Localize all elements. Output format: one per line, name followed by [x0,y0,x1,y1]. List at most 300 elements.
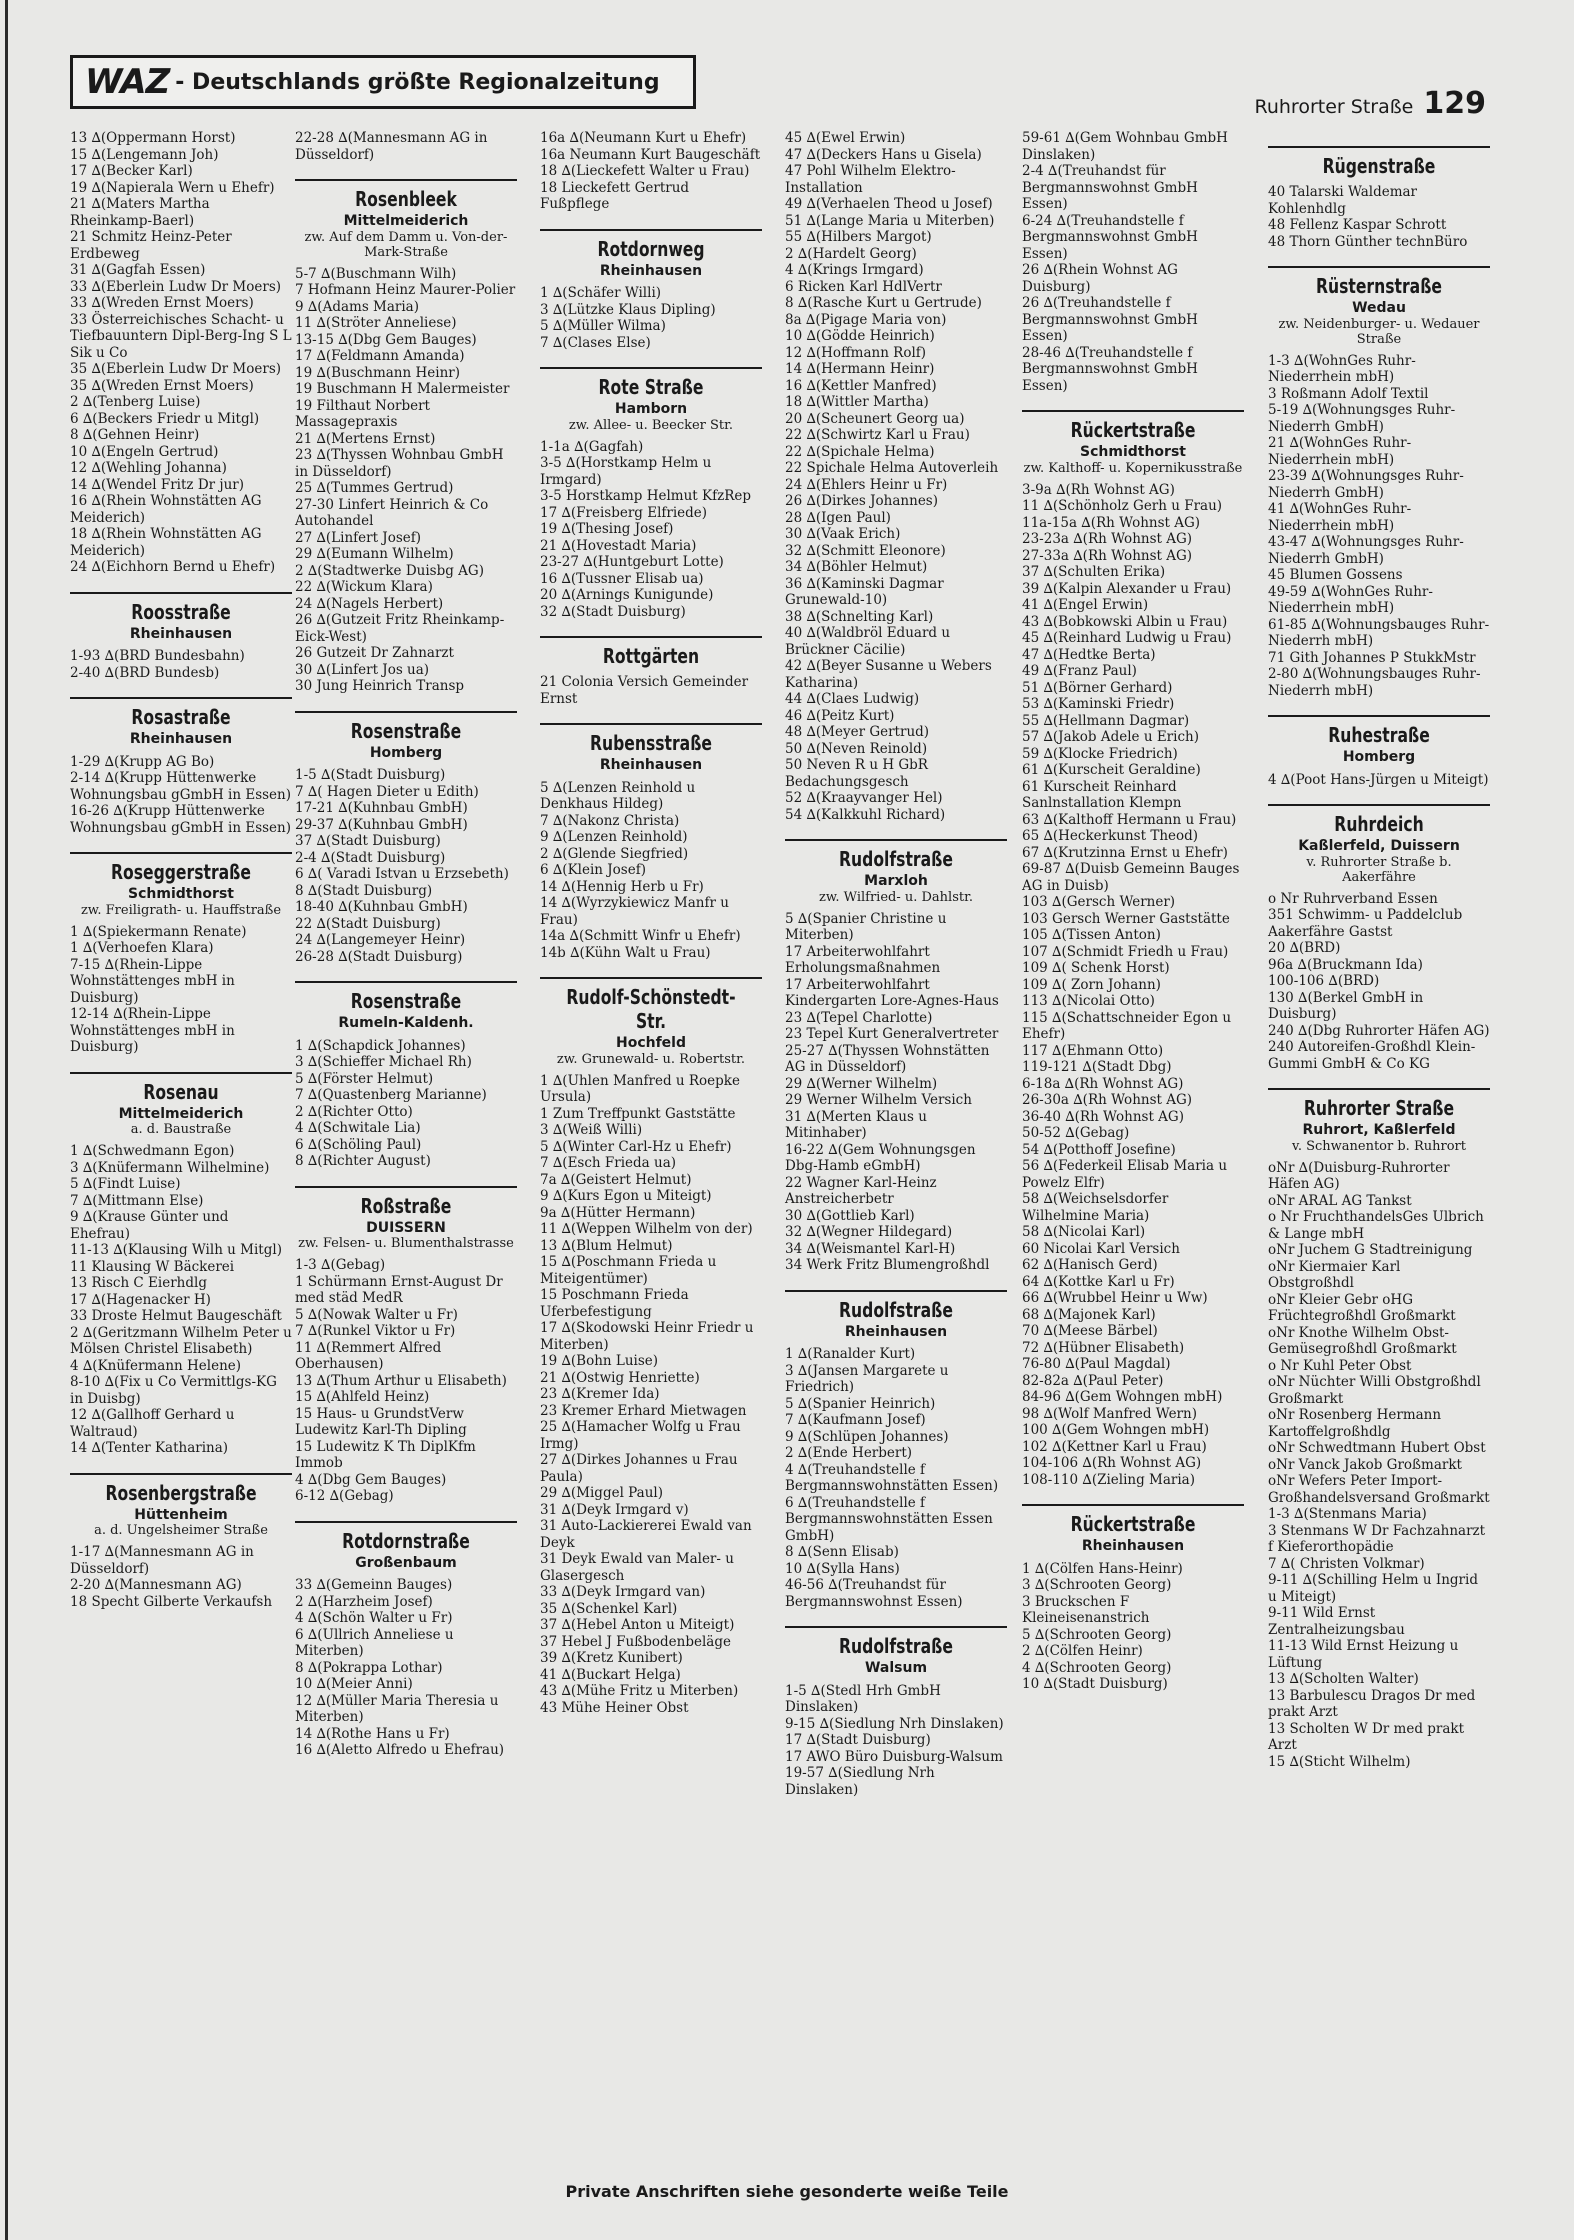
street-heading [540,636,762,668]
directory-entry: 26 ∆(Gutzeit Fritz Rheinkamp-Eick-West) [295,612,505,645]
street-name: Rudolfstraße [839,1297,953,1322]
directory-entry: 43 ∆(Bobkowski Albin u Frau) [1022,613,1228,630]
directory-entry: 16 ∆(Aletto Alfredo u Ehefrau) [295,1742,505,1758]
directory-entry: 8 ∆(Stadt Duisburg) [295,882,433,899]
column-4 [785,130,1007,1798]
directory-entry: 37 ∆(Stadt Duisburg) [295,833,441,849]
footer-note: Private Anschriften siehe gesonderte weiße Teile [565,2182,1009,2201]
directory-entry: 2 ∆(Richter Otto) [295,1103,413,1120]
directory-entry: 3 ∆(Jansen Margarete u Friedrich) [785,1362,953,1395]
section-rule [70,1072,292,1074]
directory-entry: 10 ∆(Stadt Duisburg) [1022,1676,1168,1692]
street-name: Rosastraße [131,705,231,729]
section-rule [785,1290,1007,1292]
section-rule [70,1473,292,1475]
directory-entry: 25 ∆(Tummes Gertrud) [295,480,454,496]
street-name: Rotdornstraße [342,1528,470,1553]
directory-entry: 82-82a ∆(Paul Peter) [1022,1372,1164,1389]
section-rule [540,636,762,638]
street-name: Roosstraße [131,599,231,624]
directory-entry: 18 Lieckefett Gertrud Fußpflege [540,179,694,212]
street-heading [785,1626,1007,1677]
street-heading [295,1186,517,1252]
directory-entry: 113 ∆(Nicolai Otto) [1022,993,1155,1009]
directory-entry: 4 ∆(Schön Walter u Fr) [295,1610,453,1626]
street-heading [540,229,762,280]
directory-entry: 30 Jung Heinrich Transp [295,678,465,694]
section-rule [295,981,517,983]
directory-entry: 11 ∆(Remmert Alfred Oberhausen) [295,1339,446,1372]
street-heading [1268,146,1490,178]
directory-entry: 119-121 ∆(Stadt Dbg) [1022,1059,1172,1075]
street-heading [70,1473,292,1539]
directory-entry: 14 ∆(Rothe Hans u Fr) [295,1725,450,1742]
directory-entry: 1-5 ∆(Stadt Duisburg) [295,767,446,783]
directory-entry: 1 ∆(Schapdick Johannes) [295,1037,466,1054]
directory-entry: 65 ∆(Heckerkunst Theod) [1022,828,1199,844]
directory-entry: 6 ∆(Schöling Paul) [295,1136,422,1153]
directory-entry: 15 ∆(Lengemann Joh) [70,146,219,163]
directory-entry: 22 ∆(Stadt Duisburg) [295,915,441,932]
street-heading [295,1521,517,1572]
directory-entry: 18 Specht Gilberte Verkaufsh [70,1593,273,1610]
directory-entry: 43 Mühe Heiner Obst [540,1699,689,1716]
directory-entry: 33 ∆(Wreden Ernst Moers) [70,295,254,311]
directory-entry: 5 ∆(Müller Wilma) [540,318,666,334]
directory-entry: 69-87 ∆(Duisb Gemeinn Bauges AG in Duisb) [1022,861,1244,894]
directory-entry: 45 ∆(Ewel Erwin) [785,130,906,146]
street-heading [1022,1504,1244,1555]
directory-entry: oNr Kiermaier Karl Obstgroßhdl [1268,1258,1405,1291]
directory-entry: oNr Nüchter Willi Obstgroßhdl Großmarkt [1268,1374,1486,1407]
directory-entry: 12 ∆(Gallhoff Gerhard u Waltraud) [70,1407,239,1440]
directory-entry: 7 ∆( Christen Volkmar) [1268,1555,1425,1572]
directory-entry: 59-61 ∆(Gem Wohnbau GmbH Dinslaken) [1022,130,1233,163]
section-rule [1268,804,1490,806]
directory-entry: 20 ∆(Scheunert Georg ua) [785,410,965,427]
directory-entry: 46-56 ∆(Treuhandst für Bergmannswohnst Essen) [785,1577,963,1610]
page-number: 129 [1423,86,1486,121]
directory-entry: 56 ∆(Federkeil Elisab Maria u Powelz Elfr) [1022,1158,1232,1191]
directory-entry: 32 ∆(Wegner Hildegard) [785,1224,953,1240]
directory-entry: 17 Arbeiterwohlfahrt Erholungsmaßnahmen [785,943,941,976]
street-section [295,1521,517,1759]
district-name: Rheinhausen [844,1323,948,1340]
directory-entry: 11 ∆(Weppen Wilhelm von der) [540,1221,753,1237]
directory-entry: oNr Knothe Wilhelm Obst-Gemüsegroßhdl Großmarkt [1268,1324,1457,1357]
directory-entry: 22 Wagner Karl-Heinz Anstreicherbetr [785,1174,941,1207]
directory-entry: 22 ∆(Schwirtz Karl u Frau) [785,427,970,443]
directory-entry: 50 ∆(Neven Reinold) [785,740,928,757]
directory-entry: 19 ∆(Thesing Josef) [540,521,674,537]
street-section [540,229,762,352]
directory-entry: 9 ∆(Lenzen Reinhold) [540,829,688,845]
directory-entry: 3 Roßmann Adolf Textil [1268,385,1429,402]
directory-entry: 16a ∆(Neumann Kurt u Ehefr) [540,130,747,146]
directory-entry: 12-14 ∆(Rhein-Lippe Wohnstättenges mbH in Duisburg) [70,1006,240,1055]
street-range: zw. Wilfried- u. Dahlstr. [818,889,974,905]
directory-entry: 5 ∆(Winter Carl-Hz u Ehefr) [540,1138,732,1155]
directory-entry: 2-4 ∆(Stadt Duisburg) [295,849,446,866]
street-section [785,1290,1007,1611]
directory-entry: 107 ∆(Schmidt Friedh u Frau) [1022,943,1229,960]
directory-entry: 15 ∆(Ahlfeld Heinz) [295,1389,430,1405]
directory-entry: 5-19 ∆(Wohnungsges Ruhr-Niederrh GmbH) [1268,402,1456,435]
directory-entry: 1 ∆(Schäfer Willi) [540,285,662,301]
waz-logo: WAZ [85,62,170,102]
directory-entry: 34 Werk Fritz Blumengroßhdl [785,1257,990,1273]
directory-entry: 16-26 ∆(Krupp Hüttenwerke Wohnungsbau gGmbH in Essen) [70,803,292,836]
section-rule [70,852,292,854]
directory-entry: 33 ∆(Eberlein Ludw Dr Moers) [70,278,282,295]
directory-entry: 3 Stenmans W Dr Fachzahnarzt f Kieferorthopädie [1268,1522,1490,1555]
street-heading [785,1290,1007,1341]
street-section [70,130,296,576]
masthead [70,55,696,109]
directory-entry: 5 ∆(Lenzen Reinhold u Denkhaus Hildeg) [540,779,700,812]
street-section [70,1473,292,1611]
directory-entry: 5-7 ∆(Buschmann Wilh) [295,265,457,282]
directory-entry: 109 ∆( Schenk Horst) [1022,960,1170,976]
directory-entry: 30 ∆(Linfert Jos ua) [295,661,430,678]
directory-entry: 40 ∆(Waldbröl Eduard u Brückner Cäcilie) [785,625,955,658]
directory-entry: 37 ∆(Schulten Erika) [1022,564,1166,580]
street-name: Rudolfstraße [839,847,953,871]
directory-entry: 76-80 ∆(Paul Magdal) [1022,1356,1171,1372]
directory-entry: 35 ∆(Wreden Ernst Moers) [70,377,254,394]
directory-entry: 3 ∆(Schrooten Georg) [1022,1577,1172,1593]
street-heading [540,977,762,1067]
directory-entry: 66 ∆(Wrubbel Heinr u Ww) [1022,1290,1208,1306]
street-section [295,711,517,966]
street-range: zw. Freiligrath- u. Hauffstraße [80,902,282,918]
directory-entry: 1-5 ∆(Stedl Hrh GmbH Dinslaken) [785,1682,946,1715]
directory-entry: 3 ∆(Lützke Klaus Dipling) [540,301,716,318]
directory-entry: 26 Gutzeit Dr Zahnarzt [295,645,454,661]
directory-entry: 1 ∆(Ranalder Kurt) [785,1346,916,1362]
directory-entry: 14b ∆(Kühn Walt u Frau) [540,944,711,961]
directory-entry: 22 ∆(Wickum Klara) [295,579,433,595]
street-section [540,636,762,707]
directory-entry: 33 ∆(Deyk Irmgard van) [540,1584,706,1600]
directory-entry: 32 ∆(Stadt Duisburg) [540,603,686,620]
street-name: Rückertstraße [1070,418,1196,442]
directory-entry: 2 ∆(Tenberg Luise) [70,394,201,410]
street-heading [1022,410,1244,476]
directory-entry: 11 Klausing W Bäckerei [70,1258,235,1275]
directory-entry: 29-37 ∆(Kuhnbau GmbH) [295,816,468,833]
directory-entry: 17 AWO Büro Duisburg-Walsum [785,1748,1003,1765]
directory-entry: 47 ∆(Deckers Hans u Gisela) [785,146,982,163]
directory-entry: 3-5 ∆(Horstkamp Helm u Irmgard) [540,455,716,488]
directory-entry: 7 ∆(Clases Else) [540,334,651,351]
street-section [1268,804,1490,1072]
street-name: Rosenbergstraße [105,1480,257,1505]
directory-entry: 29 ∆(Eumann Wilhelm) [295,546,454,562]
directory-entry: 13 ∆(Blum Helmut) [540,1237,673,1254]
directory-entry: 5 ∆(Spanier Heinrich) [785,1395,936,1412]
directory-entry: 63 ∆(Kalthoff Hermann u Frau) [1022,811,1237,828]
directory-entry: 29 Werner Wilhelm Versich [785,1092,972,1108]
directory-entry: 29 ∆(Miggel Paul) [540,1485,663,1501]
street-section [785,839,1007,1274]
directory-entry: 7 ∆(Kaufmann Josef) [785,1412,926,1428]
directory-entry: 5 ∆(Findt Luise) [70,1176,181,1192]
district-name: Wedau [1352,300,1406,316]
street-section [1022,130,1244,394]
directory-entry: 7-15 ∆(Rhein-Lippe Wohnstättenges mbH in Duisburg) [70,956,240,1006]
directory-entry: 15 Ludewitz K Th DiplKfm Immob [295,1438,481,1471]
directory-entry: 59 ∆(Klocke Friedrich) [1022,745,1178,762]
directory-entry: 22-28 ∆(Mannesmann AG in Düsseldorf) [295,130,492,163]
directory-entry: 2 ∆(Stadtwerke Duisbg AG) [295,562,484,579]
directory-entry: 61 Kurscheit Reinhard Sanlnstallation Klempn [1022,778,1182,811]
directory-entry: 45 Blumen Gossens [1268,567,1403,583]
directory-entry: 21 ∆(WohnGes Ruhr-Niederrhein mbH) [1268,435,1412,468]
directory-entry: 2-4 ∆(Treuhandst für Bergmannswohnst GmbH Essen) [1022,163,1203,212]
directory-entry: 7 ∆( Hagen Dieter u Edith) [295,783,479,800]
directory-entry: 49-59 ∆(WohnGes Ruhr-Niederrhein mbH) [1268,583,1433,616]
section-rule [295,179,517,181]
directory-entry: 9-15 ∆(Siedlung Nrh Dinslaken) [785,1715,1004,1732]
directory-entry: 6-12 ∆(Gebag) [295,1488,394,1504]
directory-entry: 57 ∆(Jakob Adele u Erich) [1022,729,1199,745]
section-rule [1268,266,1490,268]
section-rule [70,592,292,594]
directory-entry: o Nr Kuhl Peter Obst [1268,1357,1412,1374]
directory-entry: 58 ∆(Nicolai Karl) [1022,1224,1146,1240]
section-rule [1022,1504,1244,1506]
directory-entry: 20 ∆(BRD) [1268,940,1341,956]
directory-entry: 3 ∆(Knüfermann Wilhelmine) [70,1159,270,1176]
directory-entry: 17 ∆(Hagenacker H) [70,1291,211,1308]
directory-entry: 49 ∆(Verhaelen Theod u Josef) [785,196,993,212]
section-rule [785,1626,1007,1628]
directory-entry: 26 ∆(Dirkes Johannes) [785,493,939,509]
district-name: DUISSERN [366,1219,446,1236]
street-name: Rudolf-Schönstedt-Str. [566,985,736,1033]
directory-entry: 6 ∆(Ullrich Anneliese u Miterben) [295,1626,458,1659]
street-range: zw. Grunewald- u. Robertstr. [556,1051,746,1067]
directory-entry: 17 ∆(Skodowski Heinr Friedr u Miterben) [540,1320,758,1353]
directory-entry: 18-40 ∆(Kuhnbau GmbH) [295,899,468,915]
directory-entry: 44 ∆(Claes Ludwig) [785,691,920,707]
directory-entry: 23 Tepel Kurt Generalvertreter [785,1026,999,1042]
directory-entry: 13 Barbulescu Dragos Dr med prakt Arzt [1268,1687,1480,1720]
street-name: Roßstraße [360,1193,452,1218]
directory-entry: 8 ∆(Senn Elisab) [785,1544,899,1560]
directory-entry: 31 ∆(Gagfah Essen) [70,262,206,278]
street-section [295,130,517,163]
street-range: v. Ruhrorter Straße b. Aakerfähre [1306,854,1452,885]
district-name: Rheinhausen [129,731,233,747]
directory-entry: 19 Buschmann H Malermeister [295,381,510,397]
directory-entry: 54 ∆(Kalkkuhl Richard) [785,806,946,823]
directory-entry: 13 Scholten W Dr med prakt Arzt [1268,1720,1469,1753]
section-rule [540,367,762,369]
directory-entry: 21 Colonia Versich Gemeinder Ernst [540,674,753,707]
directory-entry: 26-30a ∆(Rh Wohnst AG) [1022,1092,1193,1108]
directory-entry: 15 ∆(Sticht Wilhelm) [1268,1753,1411,1770]
directory-entry: 17-21 ∆(Kuhnbau GmbH) [295,800,468,816]
directory-entry: 38 ∆(Schnelting Karl) [785,608,934,625]
directory-entry: 14 ∆(Hennig Herb u Fr) [540,878,704,895]
directory-entry: 104-106 ∆(Rh Wohnst AG) [1022,1455,1202,1471]
street-heading [1268,266,1490,347]
directory-entry: 4 ∆(Dbg Gem Bauges) [295,1471,447,1488]
directory-entry: 72 ∆(Hübner Elisabeth) [1022,1339,1185,1356]
directory-entry: 109 ∆( Zorn Johann) [1022,976,1161,993]
directory-entry: 15 Poschmann Frieda Uferbefestigung [540,1287,693,1320]
directory-entry: 21 ∆(Maters Martha Rheinkamp-Baerl) [70,196,214,229]
directory-entry: 58 ∆(Weichselsdorfer Wilhelmine Maria) [1022,1191,1173,1224]
directory-entry: 46 ∆(Peitz Kurt) [785,707,895,724]
street-heading [70,852,292,918]
directory-entry: 4 ∆(Poot Hans-Jürgen u Miteigt) [1268,771,1489,788]
directory-entry: 17 Arbeiterwohlfahrt Kindergarten Lore-Agnes-Haus [785,976,999,1009]
directory-entry: 27-33a ∆(Rh Wohnst AG) [1022,547,1193,564]
street-name: Roseggerstraße [111,860,251,884]
directory-entry: 6 ∆(Klein Josef) [540,862,646,878]
directory-entry: 8 ∆(Richter August) [295,1153,431,1169]
directory-entry: oNr Vanck Jakob Großmarkt [1268,1456,1462,1473]
street-section [540,130,762,213]
directory-entry: 2-20 ∆(Mannesmann AG) [70,1577,242,1593]
directory-entry: 24 ∆(Langemeyer Heinr) [295,932,466,948]
street-section [1022,410,1244,1488]
section-rule [1268,146,1490,148]
directory-entry: 50 Neven R u H GbR Bedachungsgesch [785,757,933,790]
directory-entry: 16-22 ∆(Gem Wohnungsgen Dbg-Hamb eGmbH) [785,1141,980,1174]
directory-entry: 17 ∆(Feldmann Amanda) [295,348,465,364]
directory-entry: 30 ∆(Gottlieb Karl) [785,1207,915,1224]
street-name: Rückertstraße [1070,1512,1196,1536]
directory-entry: 11-13 Wild Ernst Heizung u Lüftung [1268,1638,1463,1671]
district-name: Homberg [1342,749,1416,765]
street-heading [70,592,292,643]
directory-entry: oNr ARAL AG Tankst [1268,1192,1412,1209]
directory-entry: 18 ∆(Rhein Wohnstätten AG Meiderich) [70,526,266,559]
directory-entry: 14 ∆(Tenter Katharina) [70,1440,229,1456]
directory-entry: 15 Haus- u GrundstVerw Ludewitz Karl-Th Dipling [295,1405,469,1438]
directory-entry: 9 ∆(Adams Maria) [295,298,419,315]
directory-entry: 1 ∆(Cölfen Hans-Heinr) [1022,1560,1183,1577]
directory-entry: 28 ∆(Igen Paul) [785,509,891,526]
street-name: Rote Straße [598,375,704,399]
street-heading [70,697,292,748]
street-name: Rosenbleek [355,187,457,211]
directory-entry: 3-5 Horstkamp Helmut KfzRep [540,488,751,504]
section-rule [540,977,762,979]
directory-entry: 48 ∆(Meyer Gertrud) [785,724,930,740]
directory-entry: 36 ∆(Kaminski Dagmar Grunewald-10) [785,575,948,608]
directory-entry: 33 Österreichisches Schacht- u Tiefbauuntern Dipl-Berg-Ing S L Sik u Co [70,311,296,361]
directory-entry: 4 ∆(Treuhandstelle f Bergmannswohnstätten Essen) [785,1461,999,1494]
street-range: zw. Allee- u. Beecker Str. [568,417,734,433]
directory-entry: 70 ∆(Meese Bärbel) [1022,1323,1158,1339]
directory-entry: 55 ∆(Hilbers Margot) [785,229,932,245]
street-heading [295,981,517,1032]
section-rule [785,839,1007,841]
directory-entry: 49 ∆(Franz Paul) [1022,663,1137,679]
directory-entry: 18 ∆(Wittler Martha) [785,394,929,410]
district-name: Rumeln-Kaldenh. [338,1015,474,1031]
street-name: Rotdornweg [597,236,705,261]
directory-entry: 9a ∆(Hütter Hermann) [540,1204,696,1221]
directory-entry: 16 ∆(Tussner Elisab ua) [540,570,704,587]
directory-entry: 71 Gith Johannes P StukkMstr [1268,649,1476,666]
directory-entry: 1 ∆(Schwedmann Egon) [70,1143,235,1159]
section-rule [1268,1088,1490,1090]
directory-entry: 55 ∆(Hellmann Dagmar) [1022,712,1190,729]
street-heading [540,367,762,433]
directory-entry: 8 ∆(Pokrappa Lothar) [295,1659,443,1676]
directory-entry: 7 ∆(Runkel Viktor u Fr) [295,1323,456,1339]
directory-entry: 19 ∆(Napierala Wern u Ehefr) [70,179,275,196]
directory-entry: 54 ∆(Potthoff Josefine) [1022,1141,1176,1158]
directory-entry: 15 ∆(Poschmann Frieda u Miteigentümer) [540,1254,721,1287]
directory-entry: 26 ∆(Treuhandstelle f Bergmannswohnst GmbH Essen) [1022,295,1203,344]
street-name: Ruhestraße [1328,723,1430,747]
street-section [540,723,762,961]
directory-entry: 7 Hofmann Heinz Maurer-Polier [295,282,516,298]
street-heading [1268,715,1490,766]
directory-entry: 67 ∆(Krutzinna Ernst u Ehefr) [1022,844,1228,861]
directory-entry: 2 ∆(Ende Herbert) [785,1445,913,1461]
directory-entry: 7 ∆(Esch Frieda ua) [540,1155,677,1171]
directory-entry: 1 Schürmann Ernst-August Dr med städ MedR [295,1273,507,1306]
masthead-slogan: - Deutschlands größte Regionalzeitung [175,69,660,95]
district-name: Ruhrort, Kaßlerfeld [1302,1122,1456,1138]
directory-entry: 19 ∆(Bohn Luise) [540,1353,659,1369]
street-heading [295,711,517,762]
directory-entry: 27-30 Linfert Heinrich & Co Autohandel [295,496,493,529]
directory-entry: 9-11 ∆(Schilling Helm u Ingrid u Miteigt) [1268,1572,1483,1605]
directory-entry: 3 ∆(Schieffer Michael Rh) [295,1054,472,1070]
directory-entry: 2-14 ∆(Krupp Hüttenwerke Wohnungsbau gGmbH in Essen) [70,770,292,803]
directory-entry: 5 ∆(Spanier Christine u Miterben) [785,910,951,943]
directory-entry: 51 ∆(Börner Gerhard) [1022,679,1173,696]
district-name: Walsum [864,1660,928,1676]
directory-entry: 4 ∆(Knüfermann Helene) [70,1357,242,1374]
directory-entry: 21 ∆(Ostwig Henriette) [540,1369,700,1386]
page-header [1255,86,1487,121]
directory-entry: 13 ∆(Thum Arthur u Elisabeth) [295,1372,507,1389]
directory-entry: 50-52 ∆(Gebag) [1022,1125,1130,1141]
street-name: Rudolfstraße [839,1634,953,1658]
directory-entry: 19 ∆(Buschmann Heinr) [295,364,460,381]
directory-entry: 23-23a ∆(Rh Wohnst AG) [1022,531,1193,547]
street-range: a. d. Baustraße [130,1122,232,1137]
directory-entry: 62 ∆(Hanisch Gerd) [1022,1257,1158,1273]
street-name: Ruhrorter Straße [1303,1096,1455,1120]
directory-entry: 8 ∆(Gehnen Heinr) [70,427,200,443]
directory-entry: 7 ∆(Quastenberg Marianne) [295,1087,487,1103]
directory-entry: 24 ∆(Nagels Herbert) [295,595,444,612]
directory-entry: 2 ∆(Geritzmann Wilhelm Peter u Mölsen Christel Elisabeth) [70,1324,297,1357]
directory-entry: 1-29 ∆(Krupp AG Bo) [70,753,215,770]
directory-entry: 5 ∆(Schrooten Georg) [1022,1626,1172,1643]
directory-entry: 14 ∆(Wyrzykiewicz Manfr u Frau) [540,895,734,928]
directory-entry: 19 Filthaut Norbert Massagepraxis [295,397,435,430]
section-rule [295,711,517,713]
directory-entry: 33 Droste Helmut Baugeschäft [70,1308,282,1324]
district-name: Marxloh [864,873,928,889]
street-name: Rubensstraße [589,731,713,755]
district-name: Rheinhausen [129,625,233,642]
directory-entry: 41 ∆(Engel Erwin) [1022,597,1149,613]
street-section [295,179,517,695]
